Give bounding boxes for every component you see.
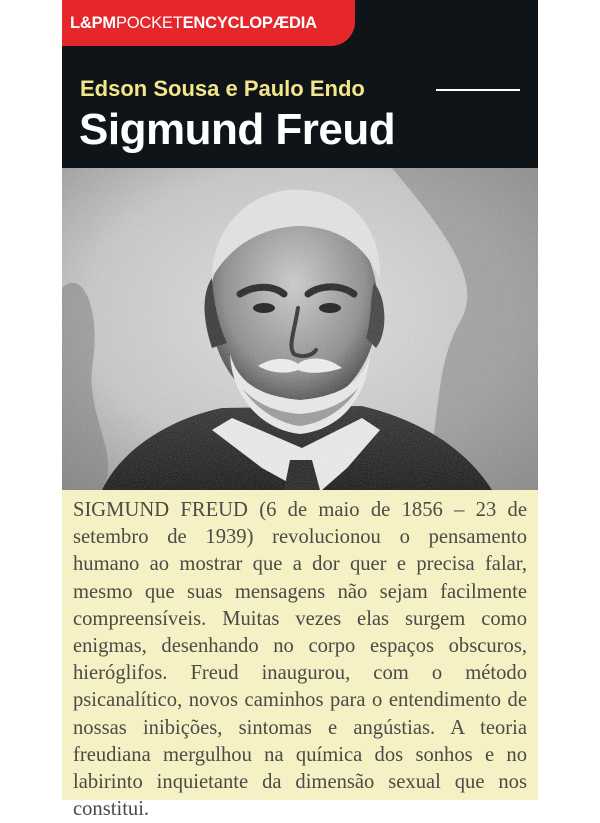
- portrait-illustration: [62, 168, 538, 490]
- drawing-grain: [62, 168, 538, 490]
- cover-header: [62, 0, 538, 168]
- book-cover: [62, 0, 538, 821]
- series-logo: [62, 0, 355, 46]
- authors: Edson Sousa e Paulo Endo: [80, 76, 365, 101]
- back-blurb: SIGMUND FREUD (6 de maio de 1856 – 23 de setembro de 1939) revolucionou o pensamento humano ao mostrar que a dor quer e precisa falar, mesmo que suas mensagens não sejam facilmente compreensíveis. Muitas vezes elas surgem como enigmas, desenhando no corpo espaços obscuros, hieróglifos. Freud inaugurou, com o método psicanalítico, novos caminhos para o entendimento de nossas inibições, sintomas e angústias. A teoria freudiana mergulhou na química dos sonhos e no labirinto inquietante da dimensão sexual que nos constitui.: [73, 499, 527, 821]
- authors-rule: [436, 89, 520, 91]
- book-title: Sigmund Freud: [79, 105, 396, 154]
- series-logo-part-pocket: POCKET: [115, 14, 183, 32]
- series-logo-part-lpm: L&PM: [70, 14, 116, 32]
- portrait-drawing: [62, 168, 538, 490]
- series-logo-part-encyclopaedia: ENCYCLOPÆDIA: [182, 14, 317, 32]
- authors-row: [80, 76, 520, 104]
